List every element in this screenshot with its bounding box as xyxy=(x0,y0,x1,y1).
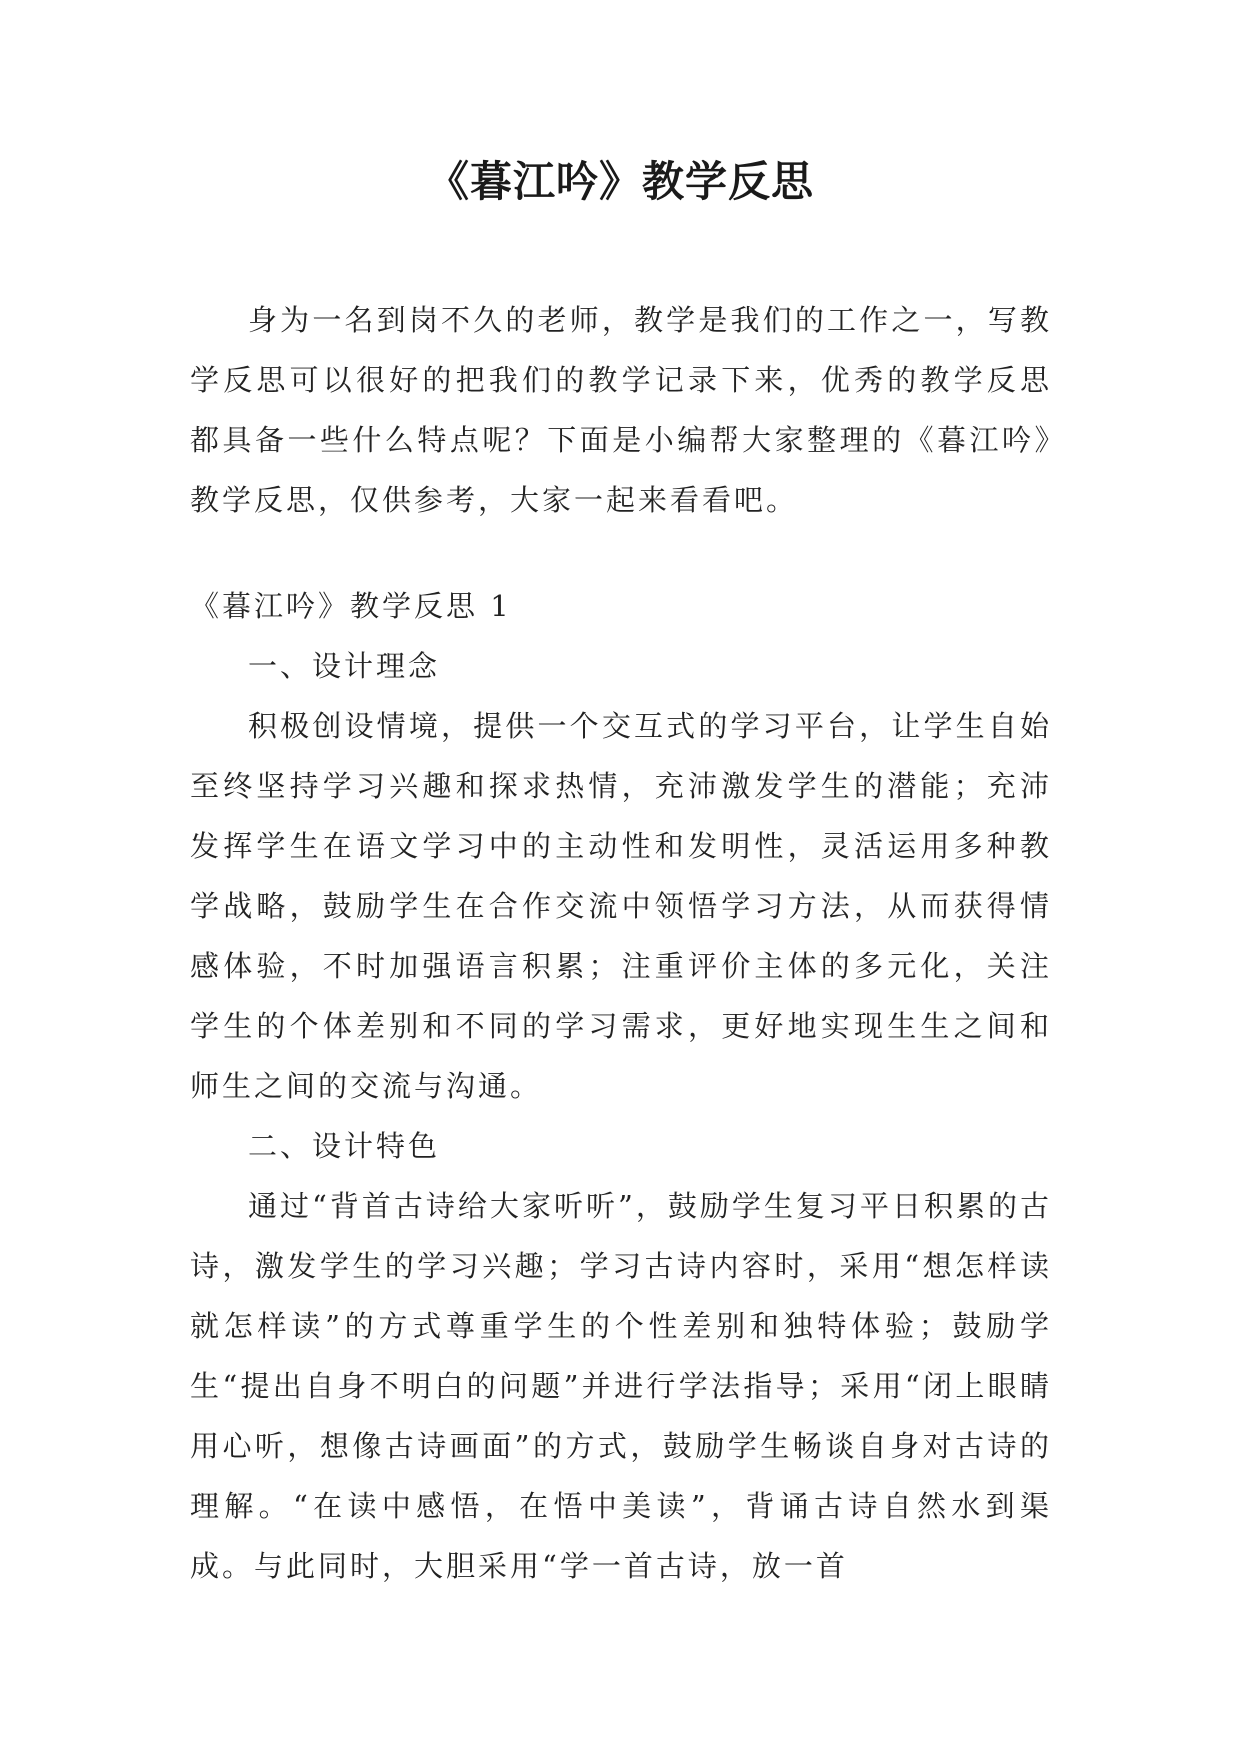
subheading-design-concept: 一、设计理念 xyxy=(248,649,441,683)
intro-section xyxy=(190,290,1052,530)
section-1 xyxy=(190,576,1052,1596)
paragraph-design-features: 通过“背首古诗给大家听听”，鼓励学生复习平日积累的古诗，激发学生的学习兴趣；学习古诗内容时，采用“想怎样读就怎样读”的方式尊重学生的个性差别和独特体验；鼓励学生“提出自身不明白的问题”并进行学法指导；采用“闭上眼睛用心听，想像古诗画面”的方式，鼓励学生畅谈自身对古诗的理解。“在读中感悟，在悟中美读”，背诵古诗自然水到渠成。与此同时，大胆采用“学一首古诗，放一首 xyxy=(190,1189,1052,1583)
subheading-design-features: 二、设计特色 xyxy=(248,1129,441,1163)
intro-paragraph: 身为一名到岗不久的老师，教学是我们的工作之一，写教学反思可以很好的把我们的教学记录下来，优秀的教学反思都具备一些什么特点呢？下面是小编帮大家整理的《暮江吟》教学反思，仅供参考，大家一起来看看吧。 xyxy=(190,303,1052,517)
section-heading: 《暮江吟》教学反思 1 xyxy=(190,589,512,623)
paragraph-design-concept: 积极创设情境，提供一个交互式的学习平台，让学生自始至终坚持学习兴趣和探求热情，充沛激发学生的潜能；充沛发挥学生在语文学习中的主动性和发明性，灵活运用多种教学战略，鼓励学生在合作交流中领悟学习方法，从而获得情感体验，不时加强语言积累；注重评价主体的多元化，关注学生的个体差别和不同的学习需求，更好地实现生生之间和师生之间的交流与沟通。 xyxy=(190,709,1052,1103)
document-title: 《暮江吟》教学反思 xyxy=(426,157,814,206)
